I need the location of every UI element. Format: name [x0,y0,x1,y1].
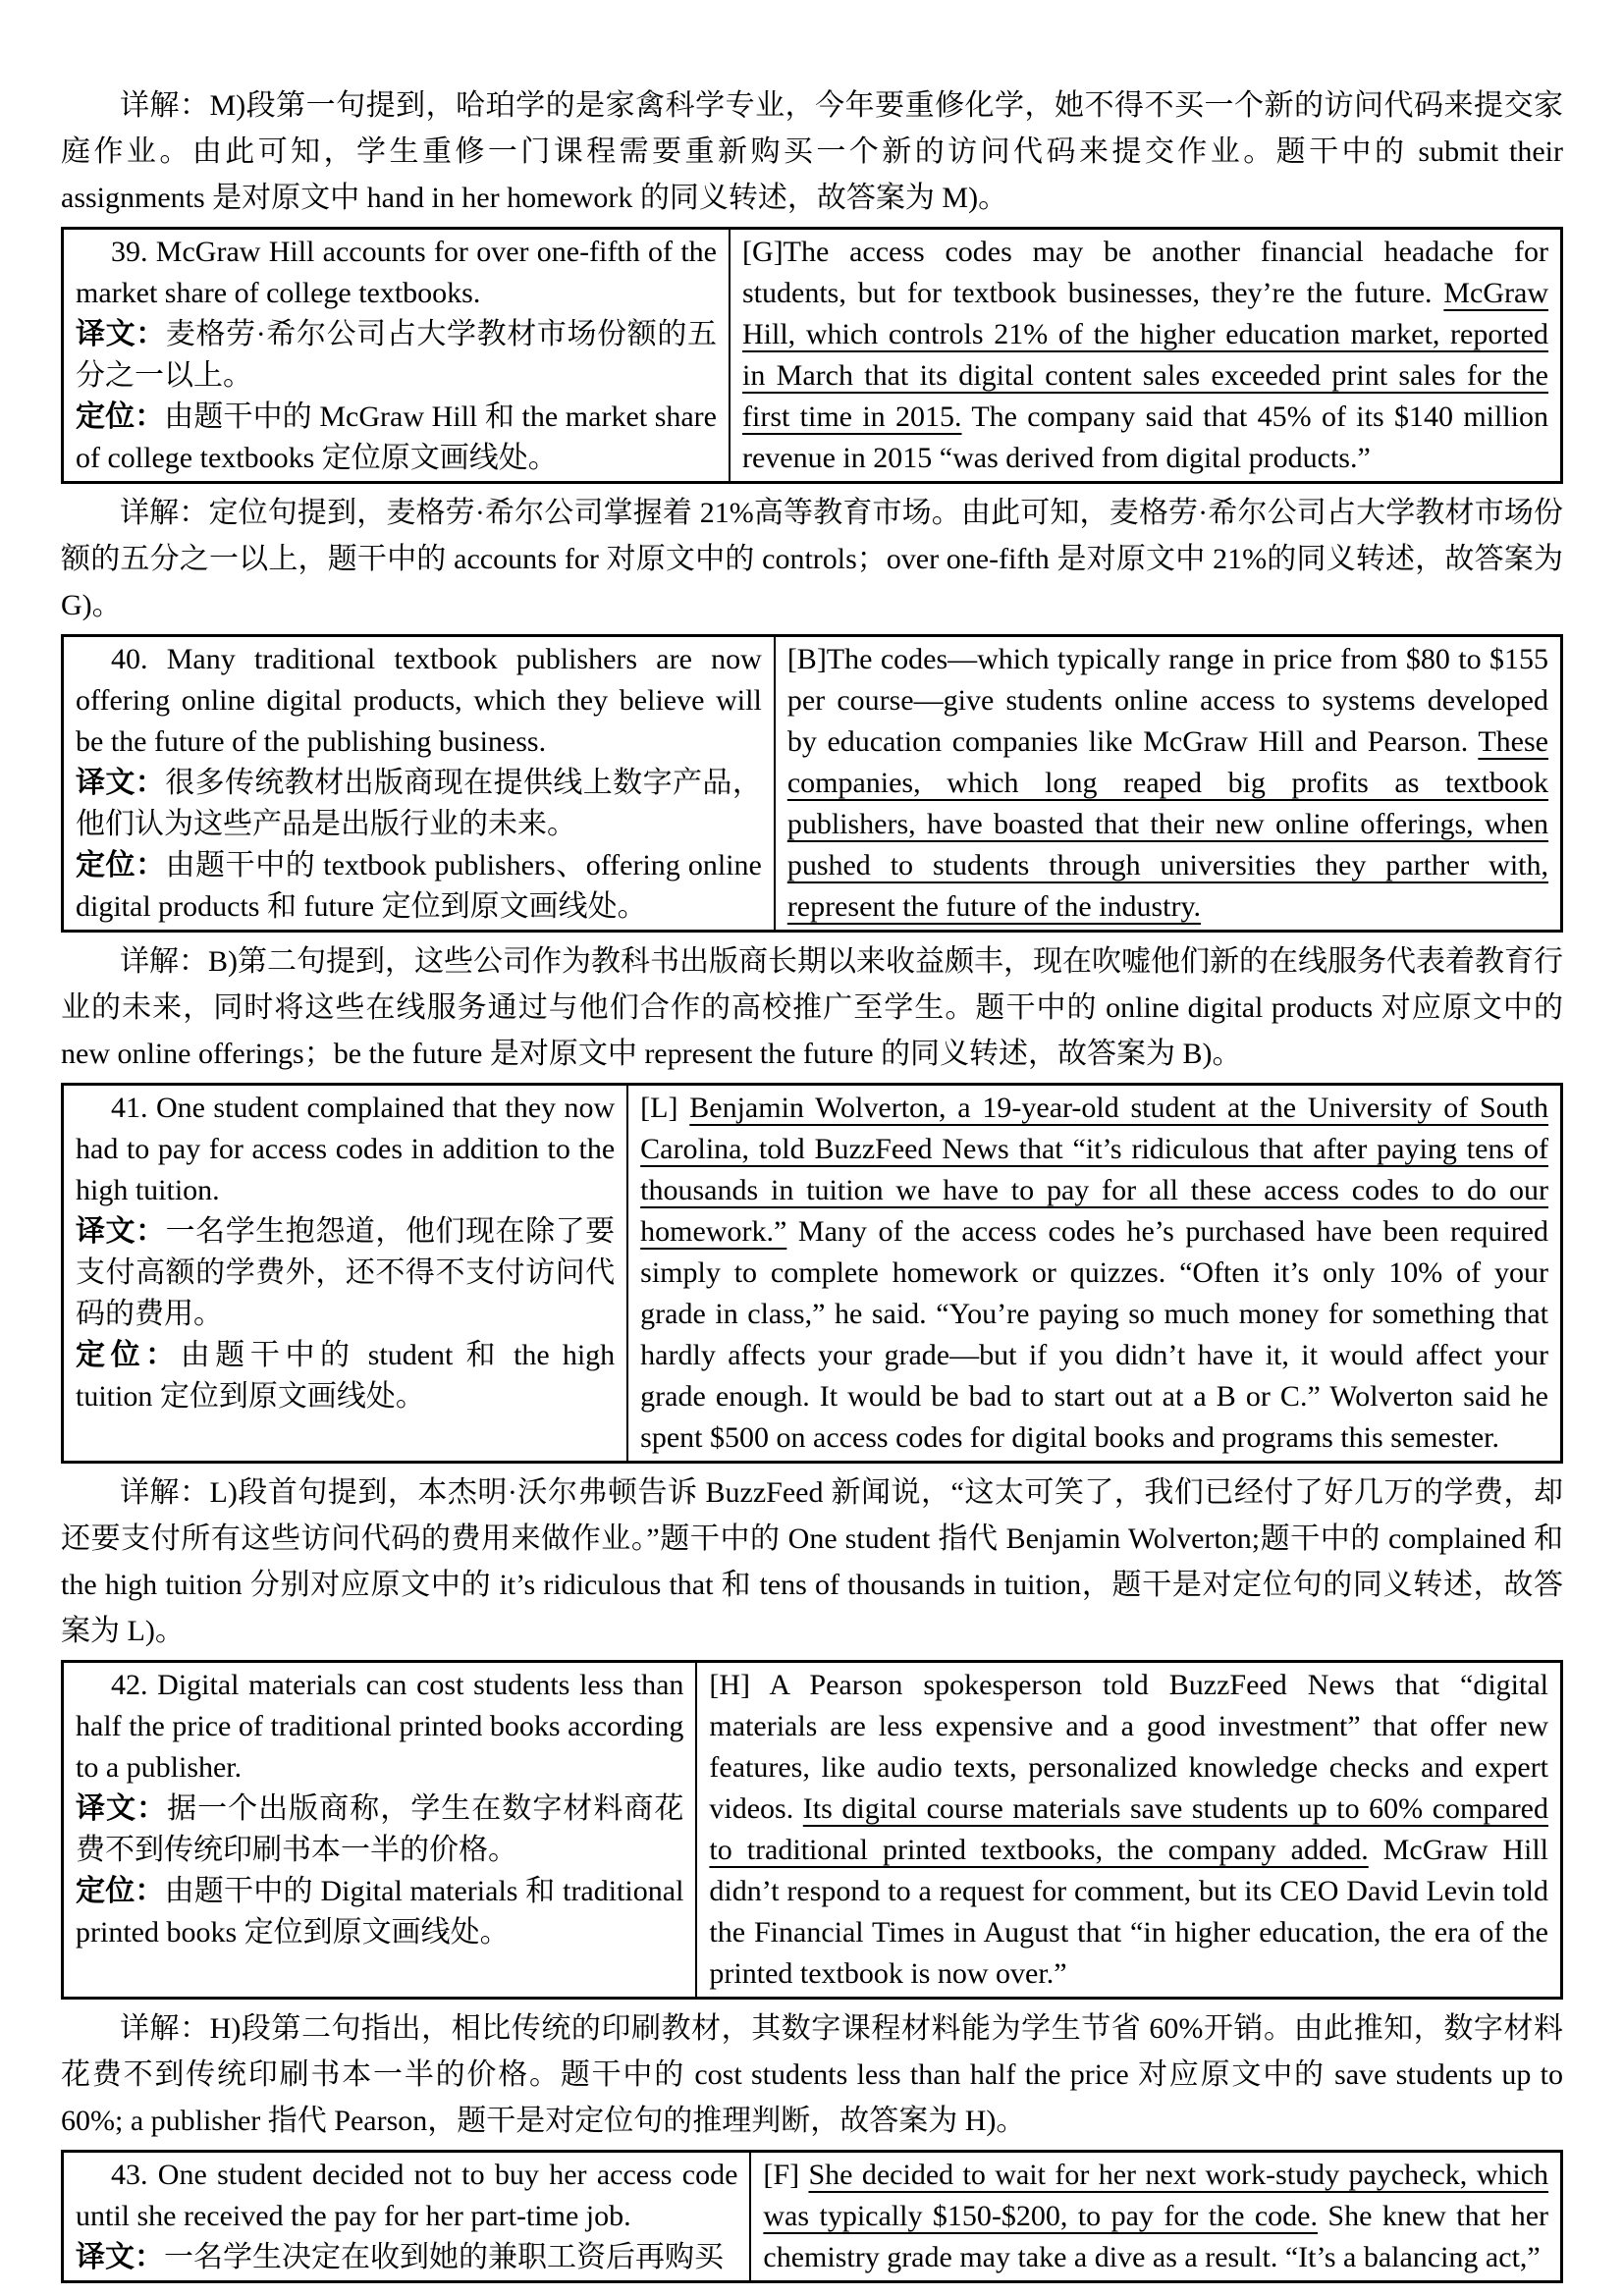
question-text: 41. One student complained that they now had to pay for access codes in addition to the high tuition. [76,1092,616,1206]
translation-label: 译文： [76,1792,168,1825]
question-cell [63,1085,628,1463]
translation-row [76,763,762,845]
translation-label: 译文： [76,767,166,799]
location-label: 定位： [76,849,166,881]
translation-text: 一名学生决定在收到她的兼职工资后再购买 [164,2241,724,2273]
translation-label: 译文： [76,1215,166,1248]
passage-text [742,232,1548,479]
question-answer-table-39 [61,227,1563,484]
passage-segment: [L] [640,1092,690,1124]
passage-cell [627,1085,1561,1463]
translation-row [76,1789,683,1871]
question-cell [63,1662,697,1999]
passage-text [763,2155,1548,2278]
translation-label: 译文： [76,318,166,350]
explanation-h: 详解：H)段第二句指出，相比传统的印刷教材，其数字课程材料能为学生节省 60%开销。由此推知，数字材料花费不到传统印刷书本一半的价格。题干中的 cost students less than half the price 对应原文中的 save students up to 60%; a publisher 指代 Pearson，题干是对定位句的推理判断，故答案为 H)。 [61,2012,1563,2137]
question-cell [63,229,731,483]
passage-segment-underlined: She decided to wait for her next work-study paycheck, which was typically $150-$200, to pay for the code. [763,2159,1549,2232]
passage-cell [696,1662,1561,1999]
location-row [76,845,762,928]
passage-segment-underlined: McGraw Hill, which controls 21% of the higher education market, reported in March that its digital content sales exceeded print sales for the first time in 2015. [742,277,1548,433]
question-cell [63,636,775,932]
passage-text [709,1665,1548,1995]
location-text: 由题干中的 Digital materials 和 traditional printed books 定位到原文画线处。 [76,1875,684,1949]
passage-segment: [B]The codes—which typically range in price from $80 to $155 per course—give students online access to systems developed by education companies like McGraw Hill and Pearson. [786,643,1548,758]
question-answer-table-42 [61,1660,1563,2000]
passage-cell [775,636,1562,932]
location-label: 定位： [76,400,165,433]
question-text: 39. McGraw Hill accounts for over one-fifth of the market share of college textbooks. [76,236,717,309]
location-text: 由题干中的 textbook publishers、offering online digital products 和 future 定位到原文画线处。 [76,849,762,923]
translation-row [76,2237,737,2278]
location-label: 定位： [76,1875,165,1907]
question-answer-table-40 [61,634,1563,933]
explanation-b: 详解：B)第二句提到，这些公司作为教科书出版商长期以来收益颇丰，现在吹嘘他们新的在线服务代表着教育行业的未来，同时将这些在线服务通过与他们合作的高校推广至学生。题干中的 online digital products 对应原文中的 new online offerings；be the future 是对原文中 represent the future 的同义转述，故答案为 B)。 [61,945,1563,1070]
passage-segment-underlined: These companies, which long reaped big profits as textbook publishers, have boasted that their new online offerings, when pushed to students through universities they parther with, represent the future of the industry. [786,725,1548,923]
question-text: 40. Many traditional textbook publishers are now offering online digital products, which they believe will be the future of the publishing business. [76,643,762,758]
passage-cell [730,229,1562,483]
question-answer-table-41 [61,1083,1563,1464]
passage-text [787,639,1548,928]
explanation-l: 详解：L)段首句提到，本杰明·沃尔弗顿告诉 BuzzFeed 新闻说，“这太可笑了，我们已经付了好几万的学费，却还要支付所有这些访问代码的费用来做作业。”题干中的 One student 指代 Benjamin Wolverton;题干中的 complained 和 the high tuition 分别对应原文中的 it’s ridiculous that 和 tens of thousands in tuition，题干是对定位句的同义转述，故答案为 L)。 [61,1476,1563,1647]
passage-segment: [G]The access codes may be another financial headache for students, but for textbook businesses, they’re the future. [742,236,1548,309]
passage-segment-underlined: Its digital course materials save students up to 60% compared to traditional printed textbooks, the company added. [709,1792,1548,1866]
translation-text: 据一个出版商称，学生在数字材料商花费不到传统印刷书本一半的价格。 [76,1792,684,1866]
location-text: 由题干中的 student 和 the high tuition 定位到原文画线处。 [76,1339,616,1413]
explanation-g: 详解：定位句提到，麦格劳·希尔公司掌握着 21%高等教育市场。由此可知，麦格劳·希尔公司占大学教材市场份额的五分之一以上，题干中的 accounts for 对原文中的 controls；over one-fifth 是对原文中 21%的同义转述，故答案为 G)。 [61,497,1563,621]
passage-segment: [H] A Pearson spokesperson told BuzzFeed News that “digital materials are less expensive and a good investment” that offer new features, like audio texts, personalized knowledge checks and expert videos. [709,1669,1548,1825]
translation-text: 很多传统教材出版商现在提供线上数字产品，他们认为这些产品是出版行业的未来。 [76,767,762,840]
translation-text: 一名学生抱怨道，他们现在除了要支付高额的学费外，还不得不支付访问代码的费用。 [76,1215,616,1330]
passage-segment: The company said that 45% of its $140 million revenue in 2015 “was derived from digital products.” [742,400,1548,474]
location-text: 由题干中的 McGraw Hill 和 the market share of college textbooks 定位原文画线处。 [76,400,717,474]
passage-segment-underlined: Benjamin Wolverton, a 19-year-old student at the University of South Carolina, told BuzzFeed News that “it’s ridiculous that after paying tens of thousands in tuition we have to pay for all these access codes to do our homework.” [640,1092,1549,1248]
location-row [76,1871,683,1953]
location-row [76,1335,615,1417]
translation-row [76,1211,615,1335]
passage-segment: McGraw Hill didn’t respond to a request for comment, but its CEO David Levin told the Financial Times in August that “in higher education, the era of the printed textbook is now over.” [709,1834,1549,1990]
translation-text: 麦格劳·希尔公司占大学教材市场份额的五分之一以上。 [76,318,717,392]
translation-label: 译文： [76,2241,164,2273]
passage-text [640,1088,1548,1459]
explanation-m: 详解：M)段第一句提到，哈珀学的是家禽科学专业，今年要重修化学，她不得不买一个新的访问代码来提交家庭作业。由此可知，学生重修一门课程需要重新购买一个新的访问代码来提交作业。题干中的 submit their assignments 是对原文中 hand in her homework 的同义转述，故答案为 M)。 [61,89,1563,214]
passage-segment: She knew that her chemistry grade may take a dive as a result. “It’s a balancing act,” [763,2200,1549,2273]
location-row [76,397,717,479]
passage-segment: Many of the access codes he’s purchased have been required simply to complete homework or quizzes. “Often it’s only 10% of your grade in class,” he said. “You’re paying so much money for something that hardly affects your grade—but if you didn’t have it, it would affect your grade enough. It would be bad to start out at a B or C.” Wolverton said he spent $500 on access codes for digital books and programs this semester. [640,1215,1548,1454]
passage-segment: [F] [763,2159,809,2191]
question-cell [63,2152,751,2282]
passage-cell [750,2152,1561,2282]
translation-row [76,314,717,397]
question-answer-table-43 [61,2150,1563,2283]
location-label: 定位： [76,1339,181,1371]
question-text: 43. One student decided not to buy her access code until she received the pay for her part-time job. [76,2159,738,2232]
question-text: 42. Digital materials can cost students less than half the price of traditional printed books according to a publisher. [76,1669,684,1784]
